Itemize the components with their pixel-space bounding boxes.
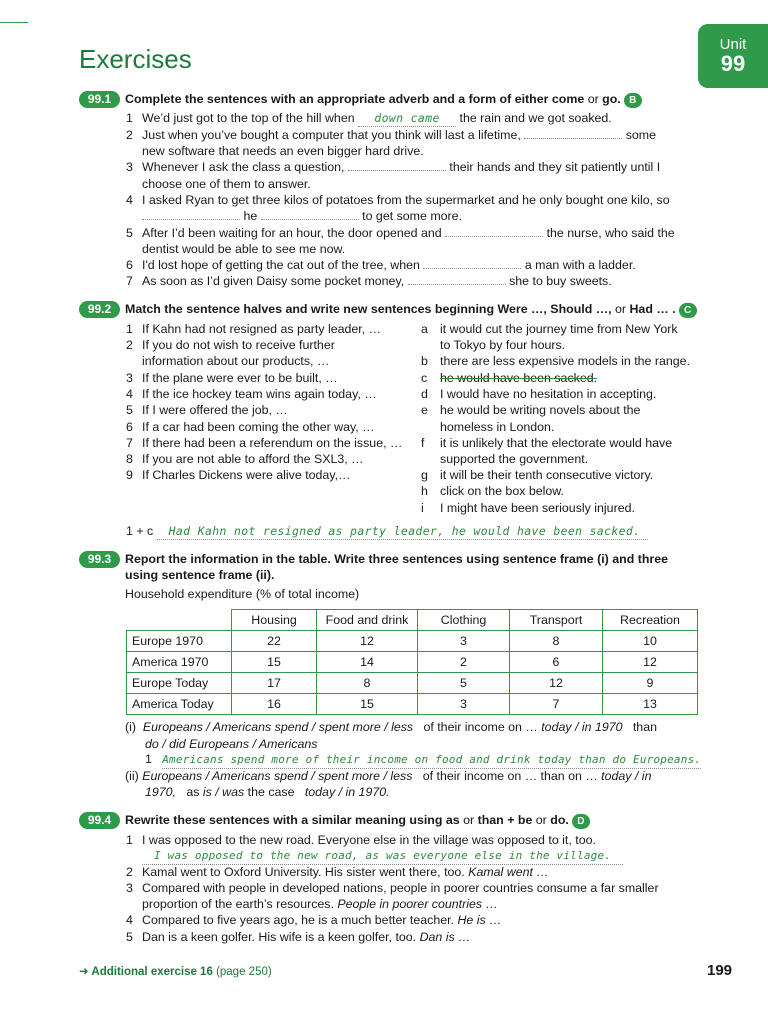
ex2-right-f: f it is unlikely that the electorate would have (421, 436, 673, 450)
answer-blank[interactable] (408, 273, 506, 285)
answer-field-filled[interactable]: Had Kahn not resigned as party leader, he would have been sacked. (157, 523, 649, 540)
ex4-item-3-cont: proportion of the earth’s resources. People in poorer countries … (142, 897, 498, 911)
ex1-item-1: 1 We’d just got to the top of the hill when down came the rain and we got soaked. (126, 111, 612, 125)
table-cell: 6 (510, 652, 603, 673)
frame-ii-cont: 1970, as is / was the case today / in 1970. (145, 785, 390, 799)
table-cell: 15 (317, 694, 418, 715)
answer-blank[interactable] (423, 257, 521, 269)
section-letter-badge: C (679, 303, 697, 318)
table-cell: 22 (232, 631, 317, 652)
exercise-99-1 (79, 91, 699, 109)
additional-exercise-link[interactable]: ➜ Additional exercise 16 (page 250) (79, 966, 272, 978)
column-header: Food and drink (317, 610, 418, 631)
frame-i-cont: do / did Europeans / Americans (145, 737, 318, 751)
answer-field-filled[interactable]: Americans spend more of their income on food and drink today than do Europeans. (162, 752, 701, 769)
answer-blank[interactable] (348, 159, 446, 171)
ex2-left-9: 9 If Charles Dickens were alive today,… (126, 468, 351, 482)
exercise-number-badge: 99.4 (79, 812, 120, 829)
column-header: Transport (510, 610, 603, 631)
ex4-answer-1 (142, 847, 623, 865)
answer-blank[interactable] (524, 127, 622, 139)
ex4-item-3: 3 Compared with people in developed nations, people in poorer countries consume a far smaller (126, 881, 659, 895)
row-label: Europe 1970 (127, 631, 232, 652)
table-cell: 5 (418, 673, 510, 694)
ex1-item-3-cont: choose one of them to answer. (142, 177, 311, 191)
ex2-left-6: 6 If a car had been coming the other way, … (126, 420, 375, 434)
frame-ii: (ii) Europeans / Americans spend / spent more / less of their income on … than on … today / in (125, 769, 652, 783)
answer-blank[interactable] (142, 208, 240, 220)
table-cell: 15 (232, 652, 317, 673)
ex2-left-3: 3 If the plane were ever to be built, … (126, 371, 338, 385)
ex2-right-c: c he would have been sacked. (421, 371, 598, 385)
table-cell: 16 (232, 694, 317, 715)
table-cell: 9 (603, 673, 698, 694)
ex1-item-2-cont: new software that needs an even bigger hard drive. (142, 144, 424, 158)
exercise-99-4 (79, 812, 699, 830)
ex4-item-2: 2 Kamal went to Oxford University. His sister went there, too. Kamal went … (126, 865, 549, 879)
ex1-item-6: 6 I'd lost hope of getting the cat out of the tree, when a man with a ladder. (126, 258, 636, 272)
row-label: America 1970 (127, 652, 232, 673)
row-label: Europe Today (127, 673, 232, 694)
ex4-item-5: 5 Dan is a keen golfer. His wife is a keen golfer, too. Dan is … (126, 930, 471, 944)
exercise-99-2 (79, 301, 699, 319)
ex2-right-b: b there are less expensive models in the range. (421, 354, 691, 368)
page-number: 199 (707, 962, 733, 979)
expenditure-table (126, 609, 698, 715)
unit-number: 99 (720, 51, 746, 76)
section-letter-badge: D (572, 814, 590, 829)
ex2-right-e-cont: homeless in London. (440, 420, 555, 434)
unit-label: Unit (719, 36, 747, 53)
exercise-number-badge: 99.2 (79, 301, 120, 318)
ex1-item-4: 4 I asked Ryan to get three kilos of potatoes from the supermarket and he only bought one kilo, so (126, 193, 670, 207)
table-cell: 17 (232, 673, 317, 694)
table-row (127, 631, 698, 652)
ex2-left-8: 8 If you are not able to afford the SXL3, … (126, 452, 364, 466)
ex1-item-3: 3 Whenever I ask the class a question, their hands and they sit patiently until I (126, 160, 661, 174)
table-cell: 2 (418, 652, 510, 673)
table-cell: 3 (418, 694, 510, 715)
ex2-right-a-cont: to Tokyo by four hours. (440, 338, 566, 352)
answer-blank[interactable] (261, 208, 359, 220)
table-cell: 12 (510, 673, 603, 694)
ex2-left-1: 1 If Kahn had not resigned as party leader, … (126, 322, 382, 336)
ex4-item-1: 1 I was opposed to the new road. Everyone else in the village was opposed to it, too. (126, 833, 596, 847)
table-cell: 3 (418, 631, 510, 652)
ex2-right-f-cont: supported the government. (440, 452, 589, 466)
table-caption: Household expenditure (% of total income) (125, 587, 360, 601)
exercise-instruction: Report the information in the table. Write three sentences using sentence frame (i) and three (125, 552, 668, 566)
ex2-left-5: 5 If I were offered the job, … (126, 403, 288, 417)
table-row (127, 652, 698, 673)
ex1-item-2: 2 Just when you’ve bought a computer that you think will last a lifetime, some (126, 128, 657, 142)
table-cell: 8 (510, 631, 603, 652)
top-rule (0, 22, 28, 23)
ex2-right-d: d I would have no hesitation in accepting. (421, 387, 657, 401)
ex2-left-4: 4 If the ice hockey team wins again today, … (126, 387, 377, 401)
unit-tab (698, 24, 768, 88)
answer-field-filled[interactable]: down came (358, 110, 456, 127)
page-title: Exercises (79, 44, 192, 74)
answer-blank[interactable] (445, 225, 543, 237)
table-corner (127, 610, 232, 631)
table-header-row (127, 610, 698, 631)
exercise-number-badge: 99.1 (79, 91, 120, 108)
exercise-instruction: Match the sentence halves and write new sentences beginning Were …, Should …, or Had … . C (125, 302, 697, 318)
ex1-item-7: 7 As soon as I’d given Daisy some pocket money, she to buy sweets. (126, 274, 612, 288)
frame-i-example: 1 Americans spend more of their income on food and drink today than do Europeans. (145, 751, 701, 769)
table-cell: 7 (510, 694, 603, 715)
exercise-number-badge: 99.3 (79, 551, 120, 568)
table-cell: 8 (317, 673, 418, 694)
answer-field-filled[interactable]: I was opposed to the new road, as was everyone else in the village. (142, 848, 623, 865)
table-row (127, 694, 698, 715)
table-cell: 12 (317, 631, 418, 652)
exercise-instruction: Complete the sentences with an appropriate adverb and a form of either come or go. B (125, 92, 642, 108)
ex2-left-2: 2 If you do not wish to receive further (126, 338, 335, 352)
exercise-instruction: Rewrite these sentences with a similar meaning using as or than + be or do. D (125, 813, 590, 829)
section-letter-badge: B (624, 93, 642, 108)
ex1-item-4-cont: he to get some more. (126, 208, 462, 224)
frame-i: (i) Europeans / Americans spend / spent more / less of their income on … today / in 1970 than (125, 720, 657, 734)
exercise-instruction-cont: using sentence frame (ii). (125, 568, 275, 582)
ex4-item-4: 4 Compared to five years ago, he is a much better teacher. He is … (126, 913, 502, 927)
table-cell: 13 (603, 694, 698, 715)
table-cell: 14 (317, 652, 418, 673)
ex1-item-5: 5 After I’d been waiting for an hour, the door opened and the nurse, who said the (126, 226, 675, 240)
ex2-right-e: e he would be writing novels about the (421, 403, 641, 417)
ex2-right-h: h click on the box below. (421, 484, 564, 498)
ex2-left-7: 7 If there had been a referendum on the issue, … (126, 436, 403, 450)
ex2-example: 1 + c Had Kahn not resigned as party leader, he would have been sacked. (126, 523, 648, 540)
ex2-right-g: g it will be their tenth consecutive victory. (421, 468, 654, 482)
ex1-item-5-cont: dentist would be able to see me now. (142, 242, 346, 256)
ex2-left-2-cont: information about our products, … (142, 354, 330, 368)
ex2-right-i: i I might have been seriously injured. (421, 501, 635, 515)
ex2-right-a: a it would cut the journey time from New York (421, 322, 678, 336)
table-cell: 10 (603, 631, 698, 652)
table-cell: 12 (603, 652, 698, 673)
column-header: Recreation (603, 610, 698, 631)
column-header: Clothing (418, 610, 510, 631)
column-header: Housing (232, 610, 317, 631)
row-label: America Today (127, 694, 232, 715)
table-row (127, 673, 698, 694)
